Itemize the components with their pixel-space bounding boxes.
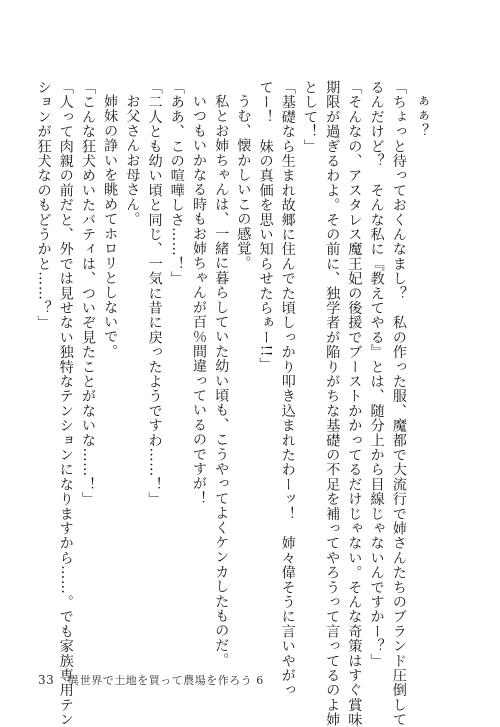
running-title: 異世界で土地を買って農場を作ろう 6 [68,674,264,687]
body-line: として！」 [301,80,318,154]
body-line: 「基礎なら生まれ故郷に住んでた頃しっかり叩き込まれたわーッ！ 姉々偉そうに言いやがっ [279,80,296,698]
body-line: いつもいかなる時もお姉ちゃんが百％間違っているのですが！ [190,94,207,506]
page-number: 33 [38,673,55,687]
body-line: 期限が過ぎるわよ。その前に、独学者が陥りがちな基礎の不足を補ってやろうって言ってるのよ姉 [324,80,341,727]
body-line: 「人って肉親の前だと、外では見せない独特なテンションになりますから……。でも家族専用テン [57,80,74,727]
body-line: 「そんなの、アスタレス魔王妃の後援でブーストかかってるだけじゃない。そんな奇策はすぐ賞味 [346,80,363,727]
body-line: 「ちょっと待っておくんなまし？ 私の作った服、魔都で大流行で姉さんたちのブランド圧倒して [390,80,407,727]
body-line: 私とお姉ちゃんは、一緒に暮らしていた幼い頃も、こうやってよくケンカしたものだ。 [213,94,230,668]
body-line: ぁぁ？ [413,94,429,139]
body-line: ションが狂犬なのもどうかと……？」 [35,80,52,330]
body-line: るんだけど？ そんな私に『教えてやる』とは、随分上から目線じゃないんですかー？」 [368,80,385,668]
body-line: お父さんお母さん。 [124,94,141,227]
body-line: てー！ 妹の真価を思い知らせたらぁー!!」 [257,80,274,372]
body-line: うむ、懐かしいこの感覚。 [235,94,252,271]
body-line: 姉妹の諍いを眺めてホロリとしないで。 [102,94,119,359]
page-footer [38,671,264,689]
body-line: 「ああ、この喧嘩しさ……！」 [168,80,185,286]
body-line: 「二人とも幼い頃と同じ、一気に昔に戻ったようですわ……！」 [146,80,163,507]
body-line: 「こんな狂犬めいたバティは、ついぞ見たことがないな……！」 [79,80,96,507]
